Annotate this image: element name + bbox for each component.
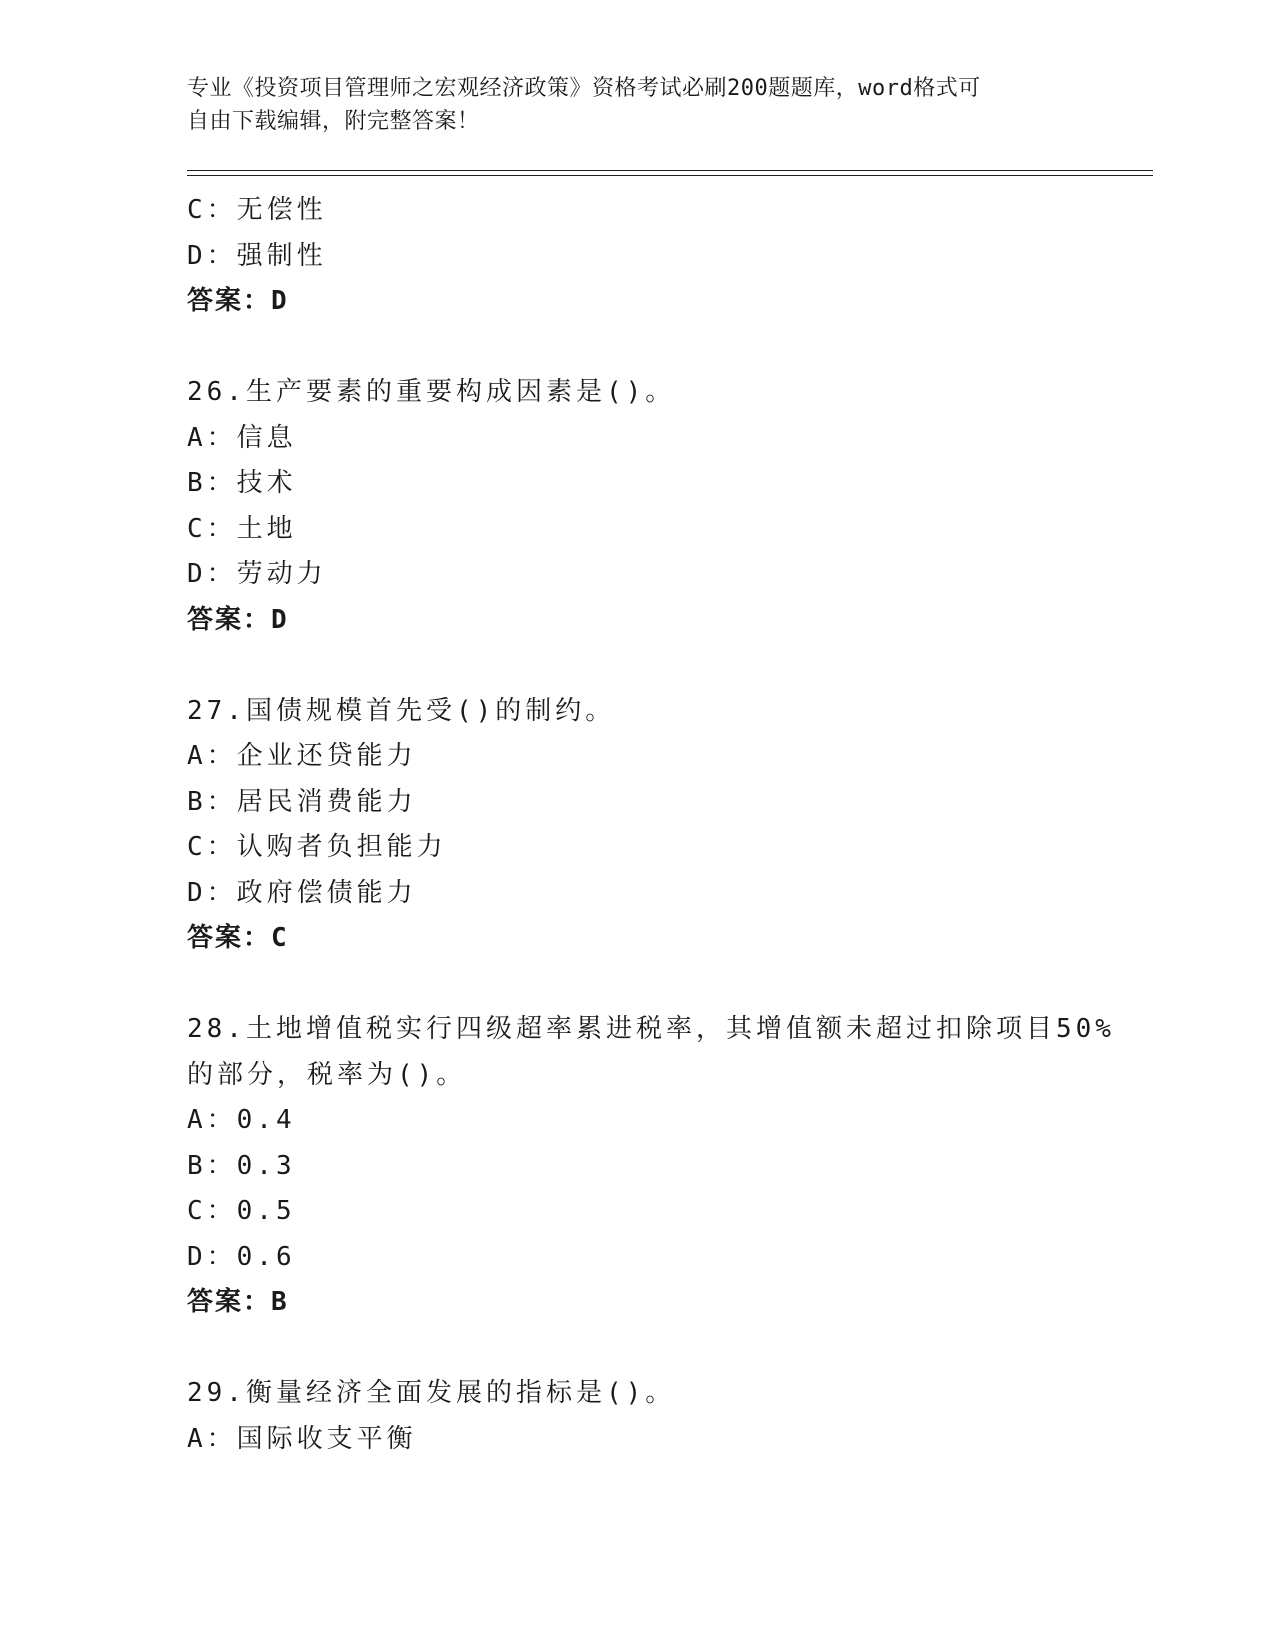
question-26 [187,370,1087,643]
option-c: C：0.5 [187,1196,296,1226]
answer-line: 答案：C [187,923,289,953]
previous-question-tail [187,188,1087,325]
header-rule-bottom [187,175,1153,176]
option-d: D：政府偿债能力 [187,877,417,908]
question-stem-line-1: 28.土地增值税实行四级超率累进税率，其增值额未超过扣除项目50% [187,1014,1115,1044]
header-line-2: 自由下载编辑，附完整答案！ [187,109,480,134]
option-a: A：企业还贷能力 [187,741,417,771]
question-stem-line-2: 的部分，税率为()。 [187,1059,467,1090]
option-b: B：技术 [187,468,297,498]
question-29 [187,1371,1087,1462]
answer-line: 答案：D [187,286,289,316]
question-list [187,188,1115,1462]
answer-line: 答案：B [187,1287,289,1317]
header-rule-top [187,170,1153,171]
option-d: D：劳动力 [187,559,327,589]
option-a: A：信息 [187,422,297,453]
option-a: A：0.4 [187,1105,296,1135]
option-a: A：国际收支平衡 [187,1423,417,1454]
question-28 [187,1007,1115,1326]
question-stem: 29.衡量经济全面发展的指标是()。 [187,1378,676,1408]
option-d: D：0.6 [187,1241,296,1272]
option-c: C：认购者负担能力 [187,832,447,862]
question-27 [187,689,1087,962]
answer-line: 答案：D [187,604,289,635]
question-stem: 26.生产要素的重要构成因素是()。 [187,377,676,407]
option-c: C：无偿性 [187,195,327,225]
option-d: D：强制性 [187,240,327,271]
document-header [187,72,1067,138]
question-stem: 27.国债规模首先受()的制约。 [187,695,616,726]
header-line-1: 专业《投资项目管理师之宏观经济政策》资格考试必刷200题题库，word格式可 [187,76,981,101]
option-b: B：居民消费能力 [187,786,417,817]
option-c: C：土地 [187,513,297,544]
option-b: B：0.3 [187,1150,296,1181]
